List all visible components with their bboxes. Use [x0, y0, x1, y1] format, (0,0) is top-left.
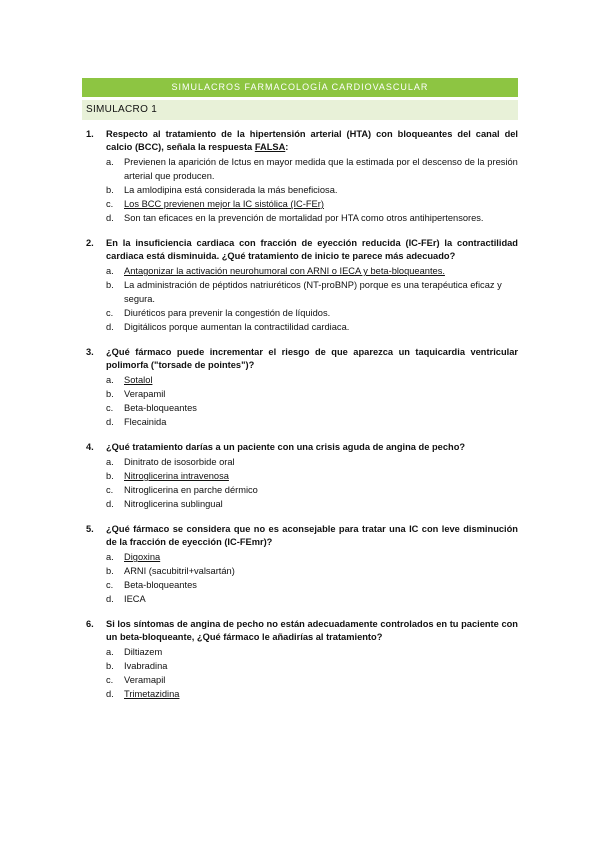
question-number: 1.	[86, 129, 94, 139]
option-list	[106, 264, 518, 334]
option-c: c. Los BCC previenen mejor la IC sistólica (IC-FEr)	[106, 199, 324, 209]
option-d: d. Nitroglicerina sublingual	[106, 499, 223, 509]
option-d: d. Digitálicos porque aumentan la contractilidad cardiaca.	[106, 322, 350, 332]
option-a: a. Previenen la aparición de Ictus en mayor medida que la estimada por el descenso de la presión arterial que producen.	[106, 157, 518, 181]
question-2	[82, 237, 518, 334]
option-list	[106, 373, 518, 429]
option-d: d. IECA	[106, 594, 146, 604]
option-a: a. Digoxina	[106, 552, 161, 562]
question-text: ¿Qué fármaco se considera que no es aconsejable para tratar una IC con leve disminución de la fracción de eyección (IC-FEmr)?	[106, 524, 518, 547]
option-c: c. Nitroglicerina en parche dérmico	[106, 485, 258, 495]
answer-highlight: Sotalol	[124, 375, 153, 385]
question-text: ¿Qué tratamiento darías a un paciente con una crisis aguda de angina de pecho?	[106, 442, 466, 452]
option-b: b. ARNI (sacubitril+valsartán)	[106, 566, 235, 576]
option-a: a. Sotalol	[106, 375, 153, 385]
answer-highlight: Nitroglicerina intravenosa	[124, 471, 229, 481]
answer-highlight: Trimetazidina	[124, 689, 180, 699]
question-6	[82, 618, 518, 701]
question-text: Respecto al tratamiento de la hipertensión arterial (HTA) con bloqueantes del canal del calcio (BCC), señala la respuesta FALSA:	[106, 129, 518, 152]
option-list	[106, 550, 518, 606]
question-number: 3.	[86, 347, 94, 357]
option-a: a. Dinitrato de isosorbide oral	[106, 457, 235, 467]
option-d: d. Flecainida	[106, 417, 167, 427]
option-b: b. La administración de péptidos natriuréticos (NT-proBNP) porque es una terapéutica eficaz y segura.	[106, 280, 502, 304]
option-c: c. Beta-bloqueantes	[106, 580, 197, 590]
option-list	[106, 455, 518, 511]
option-a: a. Antagonizar la activación neurohumoral con ARNI o IECA y beta-bloqueantes.	[106, 266, 445, 276]
option-list	[106, 155, 518, 225]
question-number: 4.	[86, 442, 94, 452]
question-text: En la insuficiencia cardiaca con fracción de eyección reducida (IC-FEr) la contractilidad cardiaca está disminuida. ¿Qué tratamiento de inicio te parece más adecuado?	[106, 238, 518, 261]
option-b: b. Verapamil	[106, 389, 166, 399]
question-4	[82, 441, 518, 511]
question-5	[82, 523, 518, 606]
option-a: a. Diltiazem	[106, 647, 163, 657]
document-page	[82, 78, 518, 713]
document-title-banner: SIMULACROS FARMACOLOGÍA CARDIOVASCULAR	[82, 78, 518, 97]
option-d: d. Son tan eficaces en la prevención de mortalidad por HTA como otros antihipertensores.	[106, 213, 484, 223]
option-d: d. Trimetazidina	[106, 689, 180, 699]
section-heading: SIMULACRO 1	[82, 100, 518, 120]
emphasis-falsa: FALSA	[254, 142, 286, 152]
option-c: c. Beta-bloqueantes	[106, 403, 197, 413]
option-list	[106, 645, 518, 701]
option-c: c. Diuréticos para prevenir la congestión de líquidos.	[106, 308, 331, 318]
question-number: 2.	[86, 238, 94, 248]
question-number: 5.	[86, 524, 94, 534]
answer-highlight: Digoxina	[124, 552, 161, 562]
question-text: Si los síntomas de angina de pecho no están adecuadamente controlados en tu paciente con un beta-bloqueante, ¿Qué fármaco le añadirías al tratamiento?	[106, 619, 518, 642]
option-c: c. Veramapil	[106, 675, 166, 685]
option-b: b. Nitroglicerina intravenosa	[106, 471, 229, 481]
option-b: b. La amlodipina está considerada la más beneficiosa.	[106, 185, 338, 195]
question-list	[82, 128, 518, 701]
question-number: 6.	[86, 619, 94, 629]
question-1	[82, 128, 518, 225]
option-b: b. Ivabradina	[106, 661, 168, 671]
answer-highlight: Los BCC previenen mejor la IC sistólica (IC-FEr)	[124, 199, 324, 209]
answer-highlight: Antagonizar la activación neurohumoral con ARNI o IECA y beta-bloqueantes.	[124, 266, 445, 276]
question-3	[82, 346, 518, 429]
question-text: ¿Qué fármaco puede incrementar el riesgo de que aparezca un taquicardia ventricular polimorfa ("torsade de pointes")?	[106, 347, 518, 370]
